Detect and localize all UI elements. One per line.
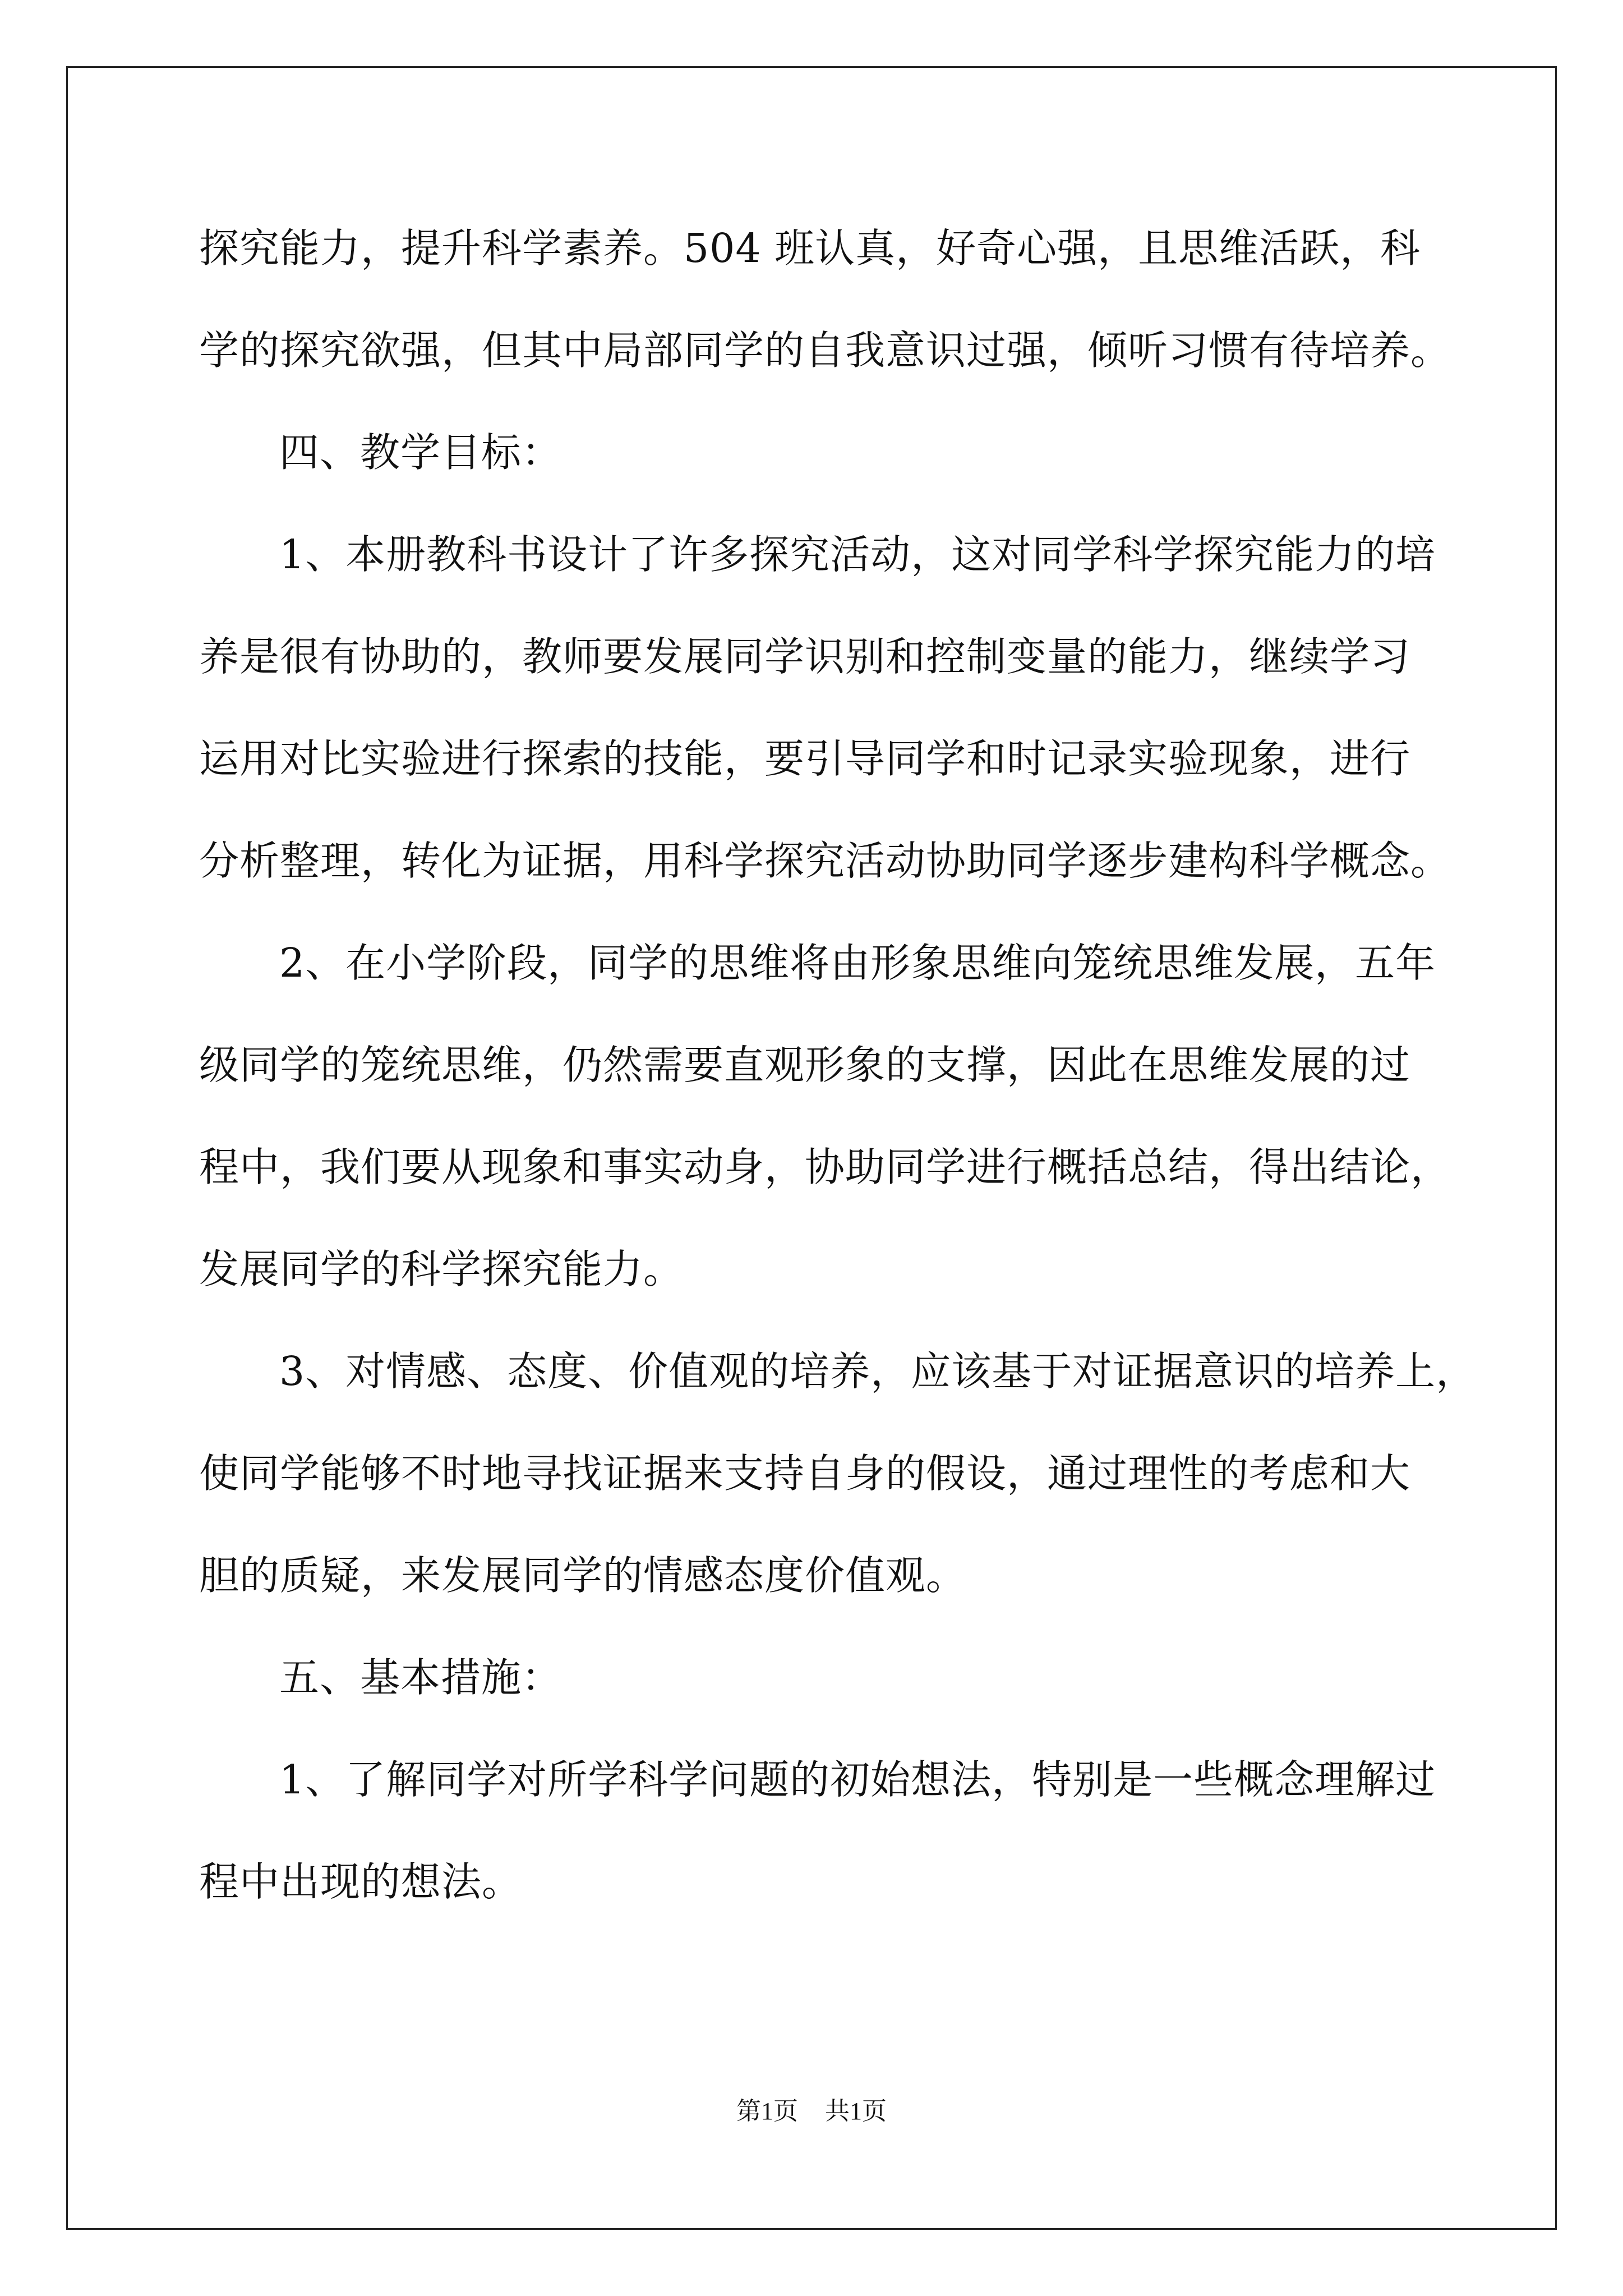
text-line: 1、了解同学对所学科学问题的初始想法，特别是一些概念理解过 (279, 1756, 1436, 1803)
page-footer (0, 2095, 1623, 2128)
text-line: 探究能力，提升科学素养。504 班认真，好奇心强，且思维活跃，科 (199, 225, 1421, 272)
page-number-current: 第1页 (736, 2097, 798, 2125)
text-line: 2、在小学阶段，同学的思维将由形象思维向笼统思维发展，五年 (279, 940, 1436, 986)
text-line: 学的探究欲强，但其中局部同学的自我意识过强，倾听习惯有待培养。 (199, 327, 1451, 374)
page-number-total: 共1页 (825, 2097, 887, 2125)
text-line: 级同学的笼统思维，仍然需要直观形象的支撑，因此在思维发展的过 (199, 1042, 1411, 1088)
text-line: 3、对情感、态度、价值观的培养，应该基于对证据意识的培养上， (279, 1348, 1477, 1395)
document-body (199, 218, 1477, 1953)
text-line: 1、本册教科书设计了许多探究活动，这对同学科学探究能力的培 (279, 531, 1436, 578)
section-heading: 四、教学目标： (279, 429, 562, 476)
text-line: 分析整理，转化为证据，用科学探究活动协助同学逐步建构科学概念。 (199, 838, 1451, 884)
text-line: 胆的质疑，来发展同学的情感态度价值观。 (199, 1552, 967, 1599)
text-line: 运用对比实验进行探索的技能，要引导同学和时记录实验现象，进行 (199, 735, 1411, 782)
text-line: 养是很有协助的，教师要发展同学识别和控制变量的能力，继续学习 (199, 633, 1411, 680)
text-line: 程中出现的想法。 (199, 1858, 523, 1905)
text-line: 程中，我们要从现象和事实动身，协助同学进行概括总结，得出结论， (199, 1144, 1451, 1190)
section-heading: 五、基本措施： (279, 1654, 562, 1701)
text-line: 使同学能够不时地寻找证据来支持自身的假设，通过理性的考虑和大 (199, 1450, 1411, 1497)
text-line: 发展同学的科学探究能力。 (199, 1246, 684, 1292)
